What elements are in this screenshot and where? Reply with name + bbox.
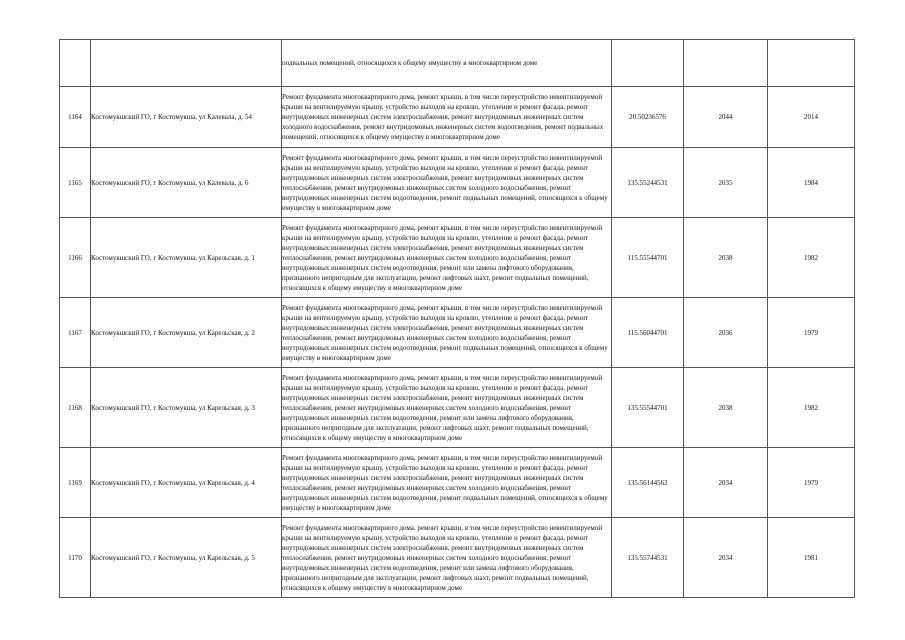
row-number-cell: 1166	[60, 218, 91, 298]
works-cell	[282, 148, 612, 218]
works-cell	[282, 298, 612, 368]
row-number-cell	[60, 40, 91, 87]
row-number-cell: 1170	[60, 518, 91, 598]
address-cell: Костомукшский ГО, г Костомукша, ул Карельская, д. 1	[91, 218, 282, 298]
planned-year-cell: 2036	[684, 298, 768, 368]
table-row	[60, 518, 855, 598]
built-year-cell: 1982	[768, 218, 855, 298]
planned-year-cell: 2034	[684, 518, 768, 598]
table-row	[60, 298, 855, 368]
area-cell: 135.56144562	[612, 448, 684, 518]
area-cell: 135.55744531	[612, 518, 684, 598]
planned-year-cell: 2038	[684, 218, 768, 298]
planned-year-cell	[684, 40, 768, 87]
address-cell: Костомукшский ГО, г Костомукша, ул Карельская, д. 2	[91, 298, 282, 368]
works-text: Ремонт фундамента многоквартирного дома, ремонт крыши, в том числе переустройство невентилируемой крыши на вентилируемую крышу, устройство выходов на кровлю, утепление и ремонт фасада, ремонт внутридомовых инженерных систем электроснабжения, ремонт внутридомовых инженерных систем теплоснабжения, ремонт внутридомовых инженерных систем холодного водоснабжения, ремонт внутридомовых инженерных систем водоотведения, ремонт подвальных помещений, относящихся к общему имуществу в многоквартирном доме	[282, 153, 608, 212]
row-number-cell: 1168	[60, 368, 91, 448]
built-year-cell: 2014	[768, 87, 855, 148]
works-text: Ремонт фундамента многоквартирного дома, ремонт крыши, в том числе переустройство невентилируемой крыши на вентилируемую крышу, устройство выходов на кровлю, утепление и ремонт фасада, ремонт внутридомовых инженерных систем электроснабжения, ремонт внутридомовых инженерных систем теплоснабжения, ремонт внутридомовых инженерных систем холодного водоснабжения, ремонт внутридомовых инженерных систем водоотведения, ремонт подвальных помещений, относящихся к общему имуществу в многоквартирном доме	[282, 303, 608, 362]
address-cell: Костомукшский ГО, г Костомукша, ул Калевала, д. 6	[91, 148, 282, 218]
area-cell: 115.56044701	[612, 298, 684, 368]
area-cell: 135.55544701	[612, 368, 684, 448]
table-row	[60, 448, 855, 518]
works-cell	[282, 368, 612, 448]
address-cell: Костомукшский ГО, г Костомукша, ул Карельская, д. 3	[91, 368, 282, 448]
built-year-cell: 1984	[768, 148, 855, 218]
address-cell: Костомукшский ГО, г Костомукша, ул Калевала, д. 54	[91, 87, 282, 148]
works-cell	[282, 40, 612, 87]
area-cell: 20.50236576	[612, 87, 684, 148]
planned-year-cell: 2044	[684, 87, 768, 148]
table-row-continued	[60, 40, 855, 87]
works-text: Ремонт фундамента многоквартирного дома, ремонт крыши, в том числе переустройство невентилируемой крыши на вентилируемую крышу, устройство выходов на кровлю, утепление и ремонт фасада, ремонт внутридомовых инженерных систем электроснабжения, ремонт внутридомовых инженерных систем теплоснабжения, ремонт внутридомовых инженерных систем холодного водоснабжения, ремонт внутридомовых инженерных систем водоотведения, ремонт или замена лифтового оборудования, признанного непригодным для эксплуатации, ремонт лифтовых шахт, ремонт подвальных помещений, относящихся к общему имуществу в многоквартирном доме	[282, 223, 603, 292]
address-cell	[91, 40, 282, 87]
works-text: Ремонт фундамента многоквартирного дома, ремонт крыши, в том числе переустройство невентилируемой крыши на вентилируемую крышу, устройство выходов на кровлю, утепление и ремонт фасада, ремонт внутридомовых инженерных систем электроснабжения, ремонт внутридомовых инженерных систем теплоснабжения, ремонт внутридомовых инженерных систем холодного водоснабжения, ремонт внутридомовых инженерных систем водоотведения, ремонт или замена лифтового оборудования, признанного непригодным для эксплуатации, ремонт лифтовых шахт, ремонт подвальных помещений, относящихся к общему имуществу в многоквартирном доме	[282, 373, 603, 442]
row-number-cell: 1164	[60, 87, 91, 148]
built-year-cell: 1982	[768, 368, 855, 448]
area-cell: 135.55244531	[612, 148, 684, 218]
built-year-cell: 1981	[768, 518, 855, 598]
table-row	[60, 368, 855, 448]
table-row	[60, 218, 855, 298]
row-number-cell: 1169	[60, 448, 91, 518]
table-row	[60, 87, 855, 148]
built-year-cell: 1979	[768, 298, 855, 368]
works-text: Ремонт фундамента многоквартирного дома, ремонт крыши, в том числе переустройство невентилируемой крыши на вентилируемую крышу, устройство выходов на кровлю, утепление и ремонт фасада, ремонт внутридомовых инженерных систем электроснабжения, ремонт внутридомовых инженерных систем холодного водоснабжения, ремонт внутридомовых инженерных систем водоотведения, ремонт подвальных помещений, относящихся к общему имуществу в многоквартирном доме	[282, 93, 604, 141]
built-year-cell	[768, 40, 855, 87]
works-cell	[282, 218, 612, 298]
row-number-cell: 1167	[60, 298, 91, 368]
works-cell	[282, 518, 612, 598]
address-cell: Костомукшский ГО, г Костомукша, ул Карельская, д. 5	[91, 518, 282, 598]
planned-year-cell: 2034	[684, 448, 768, 518]
works-cell	[282, 87, 612, 148]
built-year-cell: 1979	[768, 448, 855, 518]
repair-schedule-table	[59, 39, 855, 598]
works-text: Ремонт фундамента многоквартирного дома, ремонт крыши, в том числе переустройство невентилируемой крыши на вентилируемую крышу, устройство выходов на кровлю, утепление и ремонт фасада, ремонт внутридомовых инженерных систем электроснабжения, ремонт внутридомовых инженерных систем теплоснабжения, ремонт внутридомовых инженерных систем холодного водоснабжения, ремонт внутридомовых инженерных систем водоотведения, ремонт или замена лифтового оборудования, признанного непригодным для эксплуатации, ремонт лифтовых шахт, ремонт подвальных помещений, относящихся к общему имуществу в многоквартирном доме	[282, 523, 603, 592]
works-text: Ремонт фундамента многоквартирного дома, ремонт крыши, в том числе переустройство невентилируемой крыши на вентилируемую крышу, устройство выходов на кровлю, утепление и ремонт фасада, ремонт внутридомовых инженерных систем электроснабжения, ремонт внутридомовых инженерных систем теплоснабжения, ремонт внутридомовых инженерных систем холодного водоснабжения, ремонт внутридомовых инженерных систем водоотведения, ремонт подвальных помещений, относящихся к общему имуществу в многоквартирном доме	[282, 453, 608, 512]
works-cell	[282, 448, 612, 518]
row-number-cell: 1165	[60, 148, 91, 218]
area-cell	[612, 40, 684, 87]
planned-year-cell: 2035	[684, 148, 768, 218]
works-text: подвальных помещений, относящихся к общему имуществу в многоквартирном доме	[282, 59, 538, 67]
area-cell: 115.55544701	[612, 218, 684, 298]
planned-year-cell: 2038	[684, 368, 768, 448]
address-cell: Костомукшский ГО, г Костомукша, ул Карельская, д. 4	[91, 448, 282, 518]
table-row	[60, 148, 855, 218]
